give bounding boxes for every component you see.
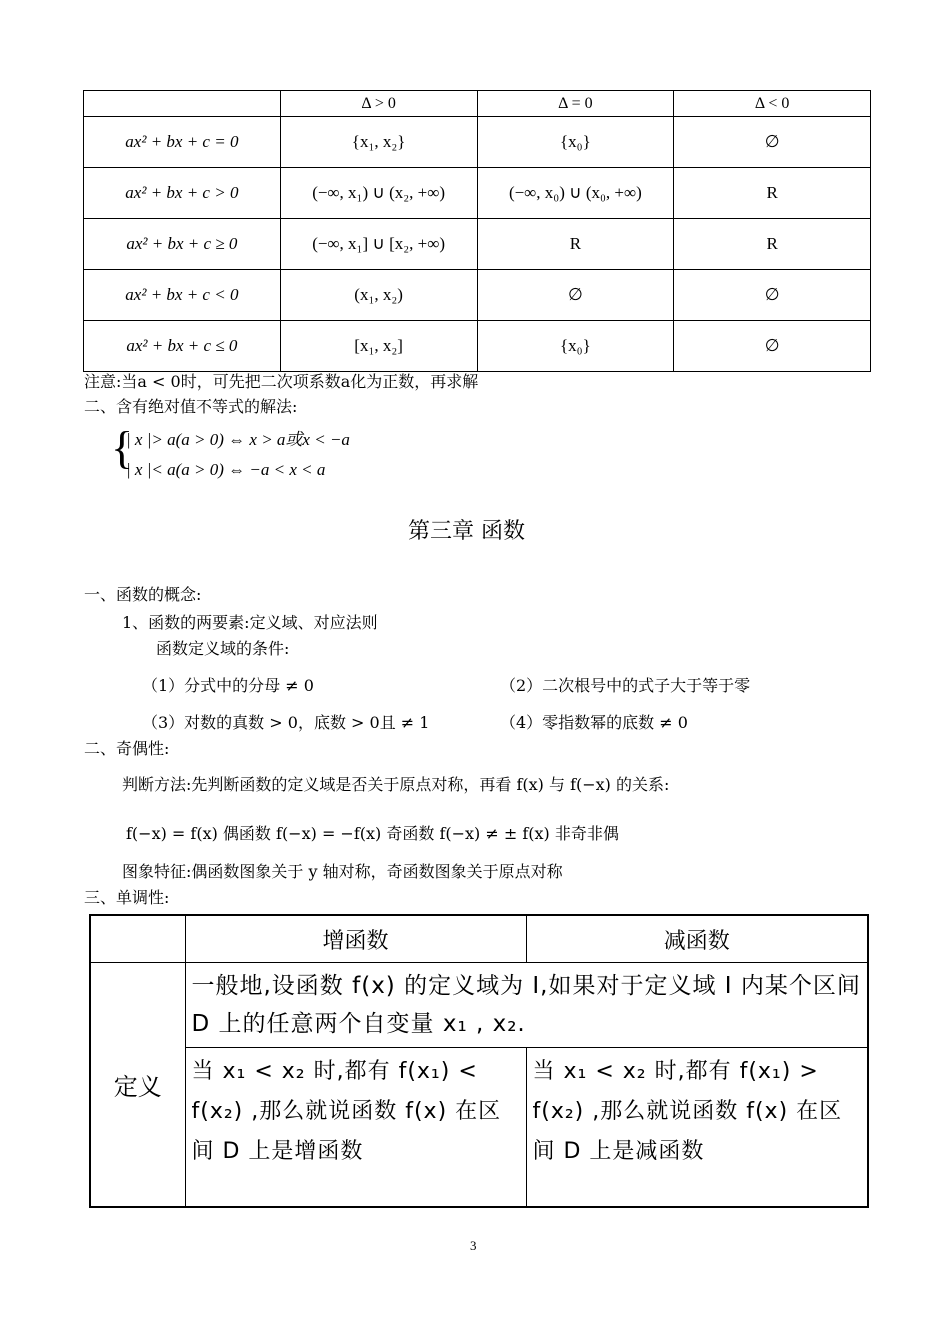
definition-text: 一般地,设函数 f(x) 的定义域为 I,如果对于定义域 I 内某个区间 D 上的任意两个自变量 x₁ , x₂.	[191, 973, 861, 1037]
solution-cell: R	[674, 219, 871, 270]
table-header-row	[90, 915, 868, 963]
abs-inequality-2: | x |< a(a > 0) ⇔ −a < x < a	[126, 460, 326, 479]
definition-label: 定义	[90, 963, 185, 1208]
left-brace: {	[111, 422, 134, 473]
condition-item: （4）零指数幂的底数 ≠ 0	[500, 713, 688, 732]
solution-cell: ∅	[477, 270, 674, 321]
empty-cell	[90, 915, 185, 963]
solution-cell: {x₁, x₂}	[280, 117, 477, 168]
increasing-cell	[185, 1048, 526, 1208]
table-row	[84, 219, 871, 270]
list-item: 1、函数的两要素:定义域、对应法则	[122, 613, 378, 632]
expression-cell: ax² + bx + c < 0	[84, 270, 281, 321]
section-heading: 三、单调性:	[84, 888, 170, 907]
paragraph: 图象特征:偶函数图象关于 y 轴对称，奇函数图象关于原点对称	[122, 862, 563, 881]
paragraph: 判断方法:先判断函数的定义域是否关于原点对称，再看 f(x) 与 f(−x) 的关系:	[122, 775, 670, 794]
section-heading: 二、奇偶性:	[84, 739, 170, 758]
solution-cell: (x₁, x₂)	[280, 270, 477, 321]
table-header-row	[84, 91, 871, 117]
solution-cell: ∅	[674, 117, 871, 168]
solution-cell: (−∞, x₁) ∪ (x₂, +∞)	[280, 168, 477, 219]
header-cell: Δ < 0	[674, 91, 871, 117]
abs-inequality-1: | x |> a(a > 0) ⇔ x > a或x < −a	[126, 430, 350, 449]
table-row	[90, 1048, 868, 1208]
page-number: 3	[470, 1238, 477, 1253]
header-increasing: 增函数	[185, 915, 526, 963]
list-item: 函数定义域的条件:	[156, 639, 290, 658]
solution-cell: (−∞, x₀) ∪ (x₀, +∞)	[477, 168, 674, 219]
table-row	[84, 168, 871, 219]
header-cell: Δ > 0	[280, 91, 477, 117]
header-cell: Δ = 0	[477, 91, 674, 117]
note-text: 注意:当a < 0时，可先把二次项系数a化为正数，再求解	[84, 372, 479, 391]
table-row	[84, 270, 871, 321]
decreasing-cell	[526, 1048, 868, 1208]
solution-cell: (−∞, x₁] ∪ [x₂, +∞)	[280, 219, 477, 270]
section-heading: 一、函数的概念:	[84, 585, 202, 604]
solution-cell: [x₁, x₂]	[280, 321, 477, 372]
decreasing-text: 当 x₁ < x₂ 时,都有 f(x₁) > f(x₂) ,那么就说函数 f(x) 在区间 D 上是减函数	[532, 1059, 843, 1164]
solution-cell: R	[477, 219, 674, 270]
expression-cell: ax² + bx + c ≤ 0	[84, 321, 281, 372]
increasing-text: 当 x₁ < x₂ 时,都有 f(x₁) < f(x₂) ,那么就说函数 f(x) 在区间 D 上是增函数	[191, 1059, 502, 1164]
solution-cell: {x₀}	[477, 117, 674, 168]
table-row	[84, 117, 871, 168]
quadratic-inequality-table	[83, 90, 871, 372]
condition-item: （2）二次根号中的式子大于等于零	[500, 676, 751, 695]
chapter-title: 第三章 函数	[408, 519, 525, 544]
monotonicity-table	[89, 914, 869, 1208]
paragraph: f(−x) = f(x) 偶函数 f(−x) = −f(x) 奇函数 f(−x) ≠ ± f(x) 非奇非偶	[126, 824, 619, 843]
header-decreasing: 减函数	[526, 915, 868, 963]
condition-item: （1）分式中的分母 ≠ 0	[142, 676, 314, 695]
expression-cell: ax² + bx + c > 0	[84, 168, 281, 219]
table-row	[84, 321, 871, 372]
table-row	[90, 963, 868, 1048]
solution-cell: {x₀}	[477, 321, 674, 372]
condition-item: （3）对数的真数 > 0，底数 > 0且 ≠ 1	[142, 713, 430, 732]
expression-cell: ax² + bx + c = 0	[84, 117, 281, 168]
section-heading: 二、含有绝对值不等式的解法:	[84, 397, 298, 416]
expression-cell: ax² + bx + c ≥ 0	[84, 219, 281, 270]
solution-cell: ∅	[674, 270, 871, 321]
solution-cell: R	[674, 168, 871, 219]
definition-cell	[185, 963, 868, 1048]
solution-cell: ∅	[674, 321, 871, 372]
header-cell	[84, 91, 281, 117]
